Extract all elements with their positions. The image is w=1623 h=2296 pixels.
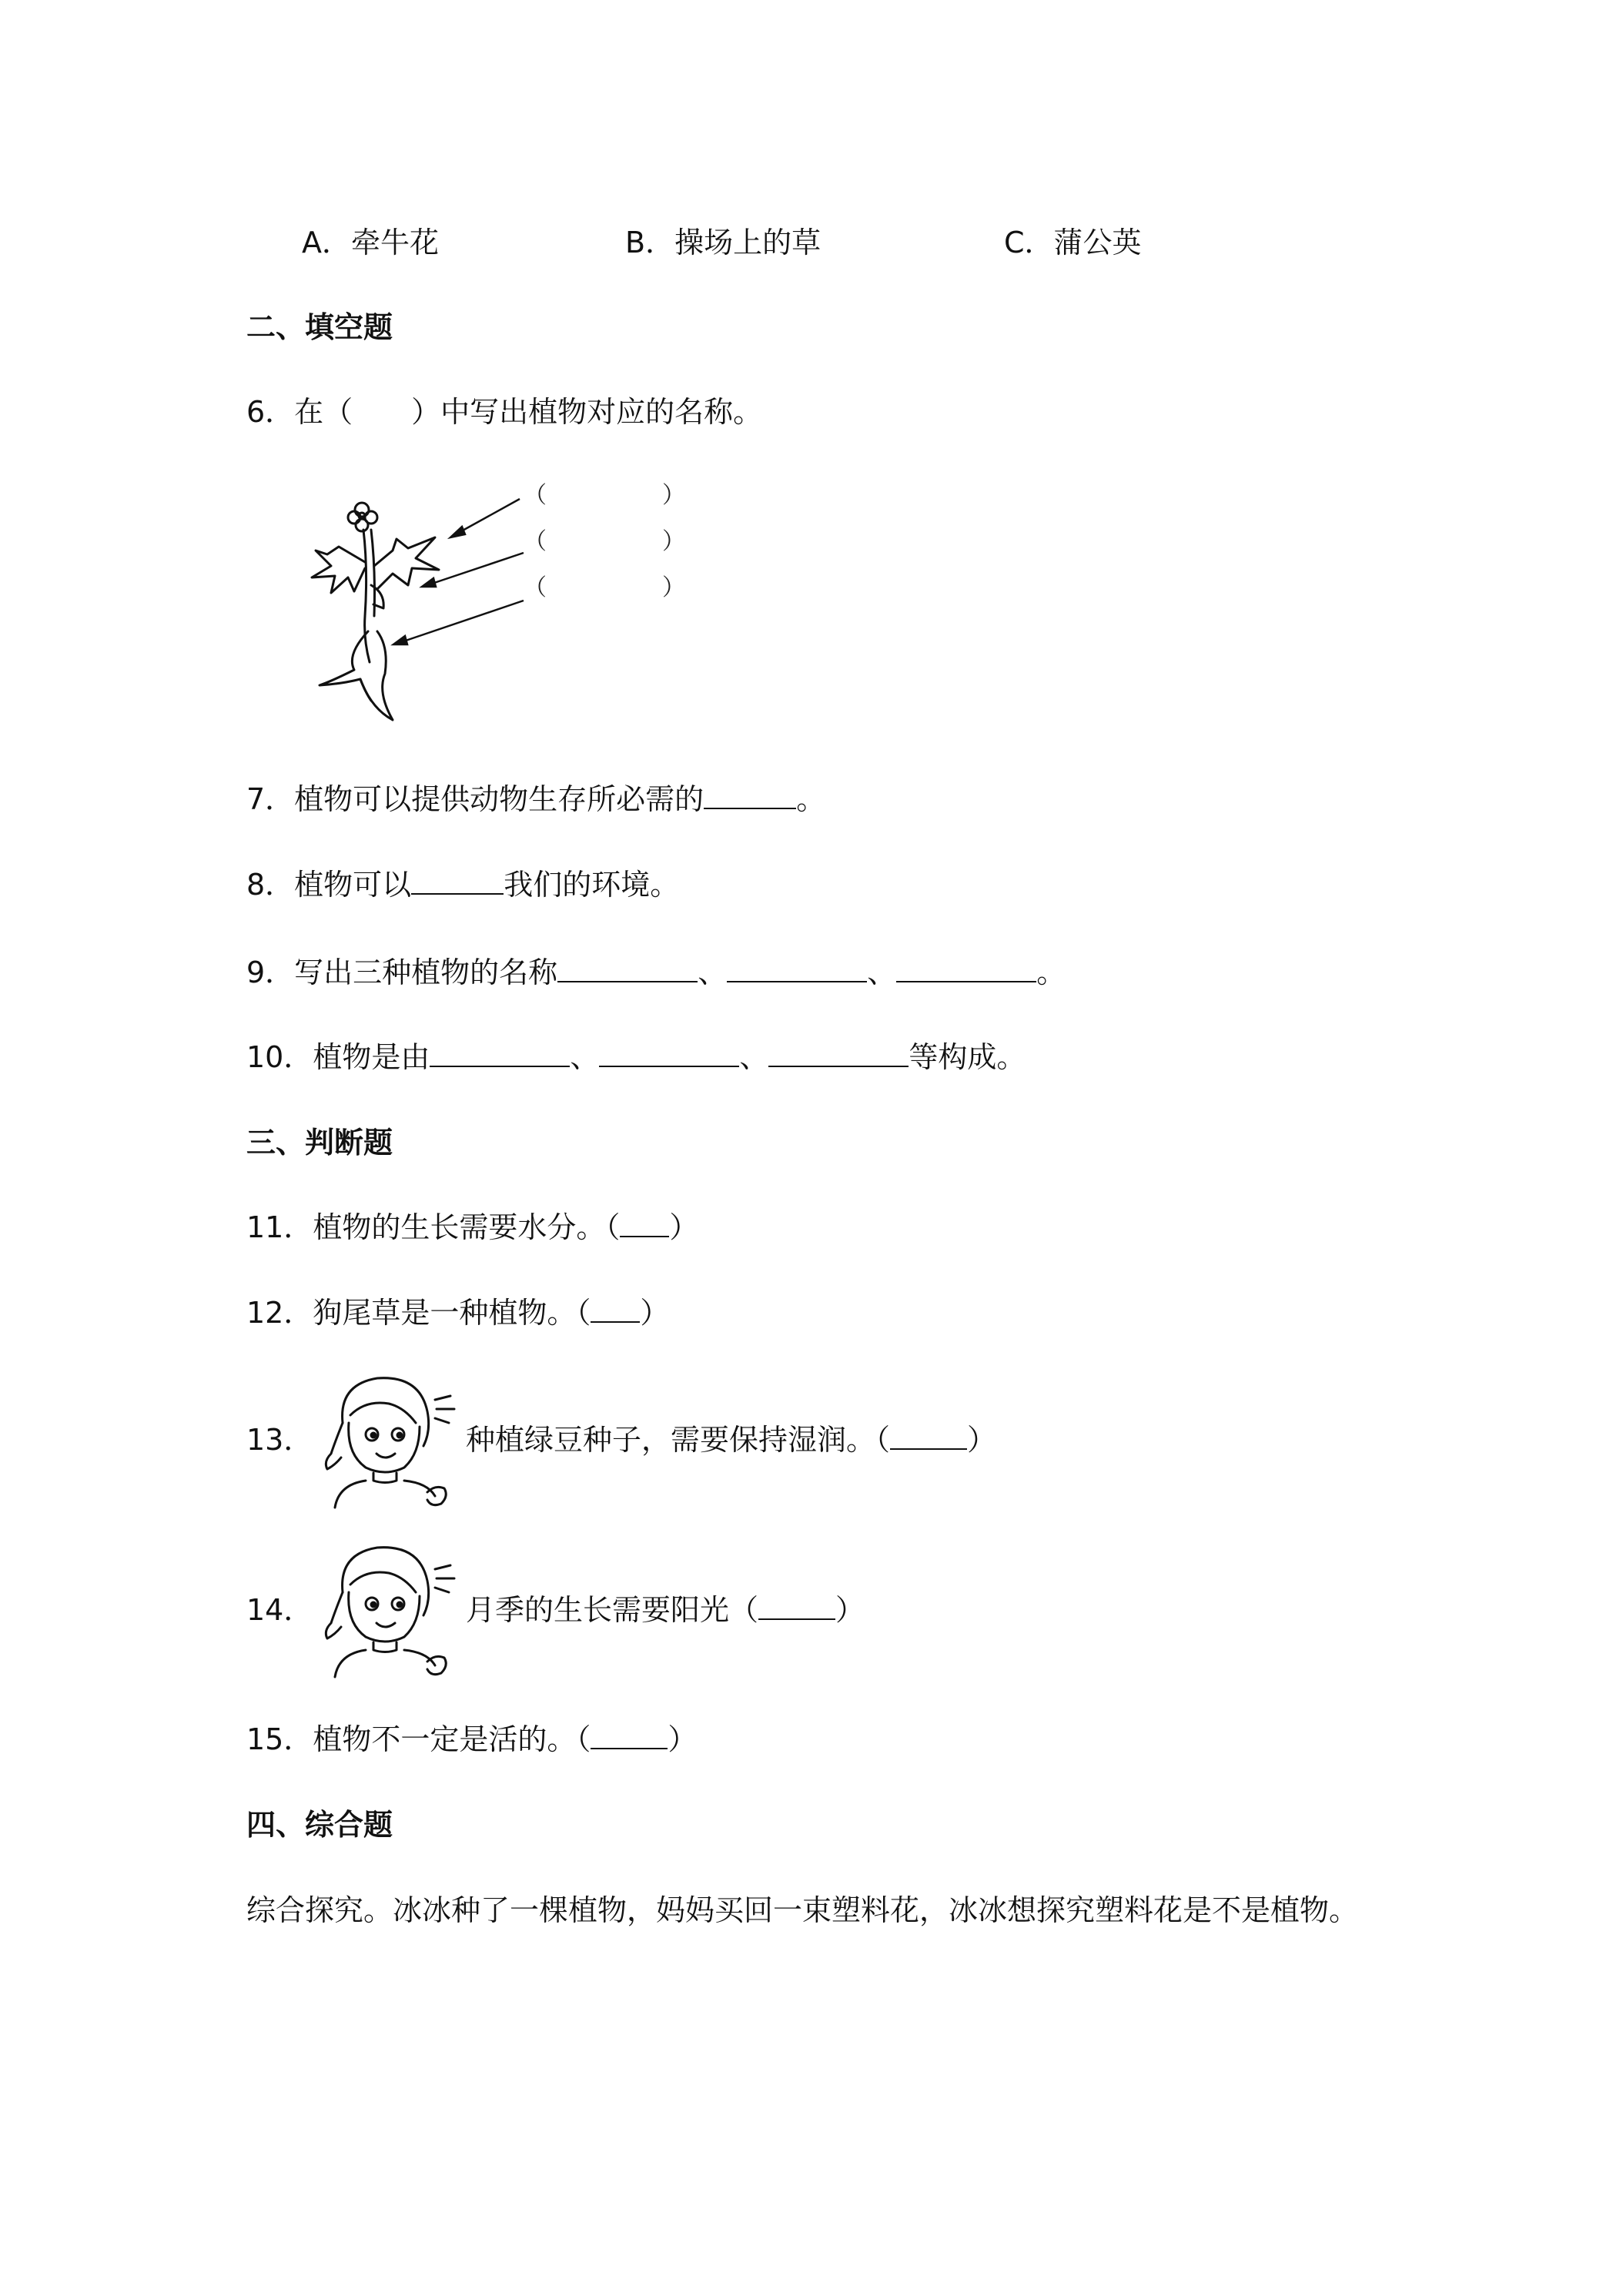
section-heading-true-false: 三、判断题	[246, 1126, 393, 1160]
question-14-end: ）	[835, 1593, 865, 1627]
answer-blank	[704, 780, 796, 809]
question-7-end: 。	[796, 782, 826, 816]
question-9-end: 。	[1036, 956, 1066, 989]
option-b: B．操场上的草	[625, 226, 822, 259]
question-16: 综合探究。冰冰种了一棵植物，妈妈买回一束塑料花，冰冰想探究塑料花是不是植物。	[246, 1893, 1359, 1927]
question-15-text: 15．植物不一定是活的。（	[246, 1722, 591, 1756]
question-9-text: 9．写出三种植物的名称	[246, 956, 558, 989]
girl-speaking-illustration	[312, 1538, 466, 1681]
section-heading-fill-in: 二、填空题	[246, 310, 393, 344]
question-12-text: 12．狗尾草是一种植物。（	[246, 1296, 591, 1330]
answer-blank	[411, 865, 504, 895]
question-6: 6．在（ ）中写出植物对应的名称。	[246, 395, 763, 429]
question-7-text: 7．植物可以提供动物生存所必需的	[246, 782, 704, 816]
question-8-end: 我们的环境。	[504, 868, 680, 902]
girl-speaking-illustration	[312, 1369, 466, 1511]
separator: 、	[867, 956, 897, 989]
question-7	[246, 780, 825, 818]
answer-blank	[620, 1208, 669, 1237]
answer-blank	[591, 1294, 640, 1323]
question-11-text: 11．植物的生长需要水分。（	[246, 1210, 621, 1244]
answer-blank	[599, 1038, 739, 1067]
answer-blank	[591, 1720, 668, 1749]
separator: 、	[570, 1040, 600, 1074]
question-11	[246, 1208, 698, 1247]
answer-paren-3: （ ）	[524, 574, 685, 601]
question-14-number: 14．	[246, 1593, 313, 1627]
question-12-end: ）	[640, 1296, 670, 1330]
answer-blank	[768, 1038, 909, 1067]
answer-blank	[430, 1038, 570, 1067]
question-10-end: 等构成。	[909, 1040, 1026, 1074]
plant-diagram	[300, 477, 701, 739]
question-10	[246, 1038, 1026, 1076]
option-c: C．蒲公英	[1004, 226, 1142, 259]
answer-blank	[557, 953, 698, 982]
option-a: A．牵牛花	[302, 226, 439, 259]
question-11-end: ）	[669, 1210, 699, 1244]
answer-blank	[727, 953, 867, 982]
answer-paren-1: （ ）	[524, 482, 685, 509]
answer-paren-2: （ ）	[524, 528, 685, 555]
question-10-text: 10．植物是由	[246, 1040, 430, 1074]
question-13-text: 种植绿豆种子，需要保持湿润。（	[466, 1423, 891, 1457]
answer-blank	[890, 1421, 967, 1450]
question-14-text: 月季的生长需要阳光（	[466, 1593, 759, 1627]
question-13-number: 13．	[246, 1423, 313, 1457]
question-12	[246, 1294, 669, 1332]
question-13	[466, 1421, 996, 1459]
question-8	[246, 865, 679, 904]
question-8-text: 8．植物可以	[246, 868, 412, 902]
separator: 、	[698, 956, 728, 989]
question-15	[246, 1720, 697, 1759]
question-14	[466, 1591, 865, 1629]
separator: 、	[739, 1040, 769, 1074]
answer-blank	[758, 1591, 835, 1620]
question-13-end: ）	[967, 1423, 997, 1457]
question-9	[246, 953, 1066, 992]
section-heading-comprehensive: 四、综合题	[246, 1808, 393, 1842]
question-15-end: ）	[668, 1722, 698, 1756]
answer-blank	[896, 953, 1036, 982]
